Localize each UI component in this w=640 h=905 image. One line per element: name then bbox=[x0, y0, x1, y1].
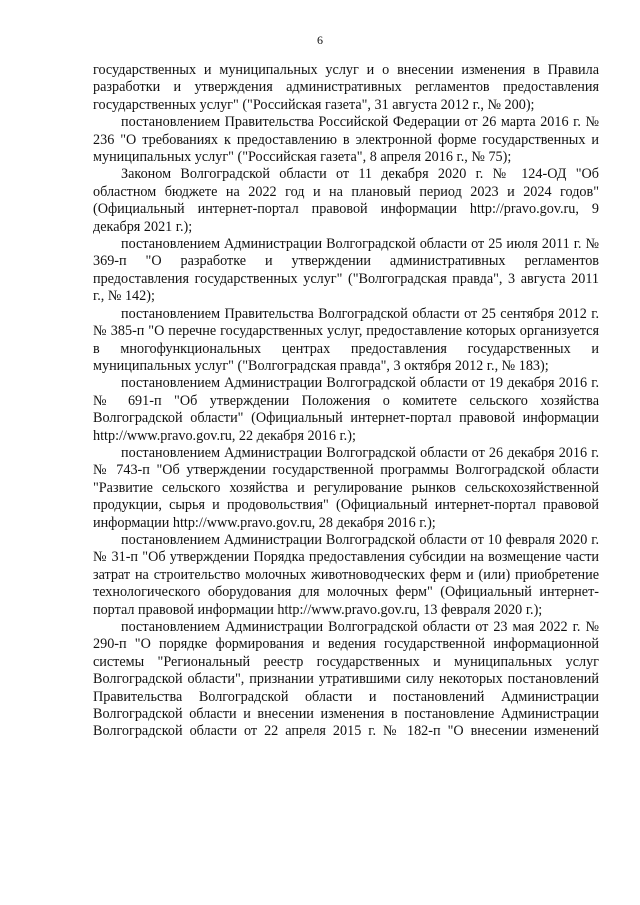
paragraph: государственных и муниципальных услуг и о внесении изменения в Правила разработки и утверждения административных регламентов предоставления государственных услуг" ("Российская газета", 31 августа 2012 г., № 200); bbox=[93, 62, 599, 113]
paragraph: постановлением Администрации Волгоградской области от 25 июля 2011 г. № 369-п "О разработке и утверждении административных регламентов предоставления государственных услуг" ("Волгоградская правда", 3 августа 2011 г., № 142); bbox=[93, 236, 599, 305]
paragraph: постановлением Правительства Российской Федерации от 26 марта 2016 г. № 236 "О требованиях к предоставлению в электронной форме государственных и муниципальных услуг" ("Российская газета", 8 апреля 2016 г., № 75); bbox=[93, 114, 599, 166]
page-number: 6 bbox=[317, 33, 323, 47]
paragraph: постановлением Правительства Волгоградской области от 25 сентября 2012 г. № 385-п "О перечне государственных услуг, предоставление которых организуется в многофункциональных центрах предоставления государственных и муниципальных услуг" ("Волгоградская правда", 3 октября 2012 г., № 183); bbox=[93, 305, 599, 374]
paragraph: постановлением Администрации Волгоградской области от 26 декабря 2016 г. № 743-п "Об утверждении государственной программы Волгоградской области "Развитие сельского хозяйства и регулирование рынков сельскохозяйственной продукции, сырья и продовольствия" (Официальный интернет-портал правовой информации http://www.pravo.gov.ru, 28 декабря 2016 г.); bbox=[93, 444, 599, 531]
paragraph: Законом Волгоградской области от 11 декабря 2020 г. № 124-ОД "Об областном бюджете на 2022 год и на плановый период 2023 и 2024 годов" (Официальный интернет-портал правовой информации http://pravo.gov.ru, 9 декабря 2021 г.); bbox=[93, 166, 599, 235]
paragraph: постановлением Администрации Волгоградской области от 19 декабря 2016 г. № 691-п "Об утверждении Положения о комитете сельского хозяйства Волгоградской области" (Официальный интернет-портал правовой информации http://www.pravo.gov.ru, 22 декабря 2016 г.); bbox=[93, 375, 599, 444]
paragraph: постановлением Администрации Волгоградской области от 23 мая 2022 г. № 290-п "О порядке формирования и ведения государственной информационной системы "Региональный реестр государственных и муниципальных услуг Волгоградской области", признании утратившими силу некоторых постановлений Правительства Волгоградской области и постановлений Администрации Волгоградской области и внесении изменения в постановление Администрации Волгоградской области от 22 апреля 2015 г. № 182-п "О внесении изменений bbox=[93, 619, 599, 740]
paragraph: постановлением Администрации Волгоградской области от 10 февраля 2020 г. № 31-п "Об утверждении Порядка предоставления субсидии на возмещение части затрат на строительство молочных животноводческих ферм и (или) приобретение технологического оборудования для молочных ферм" (Официальный интернет-портал правовой информации http://www.pravo.gov.ru, 13 февраля 2020 г.); bbox=[93, 531, 599, 618]
document-body bbox=[93, 62, 599, 741]
